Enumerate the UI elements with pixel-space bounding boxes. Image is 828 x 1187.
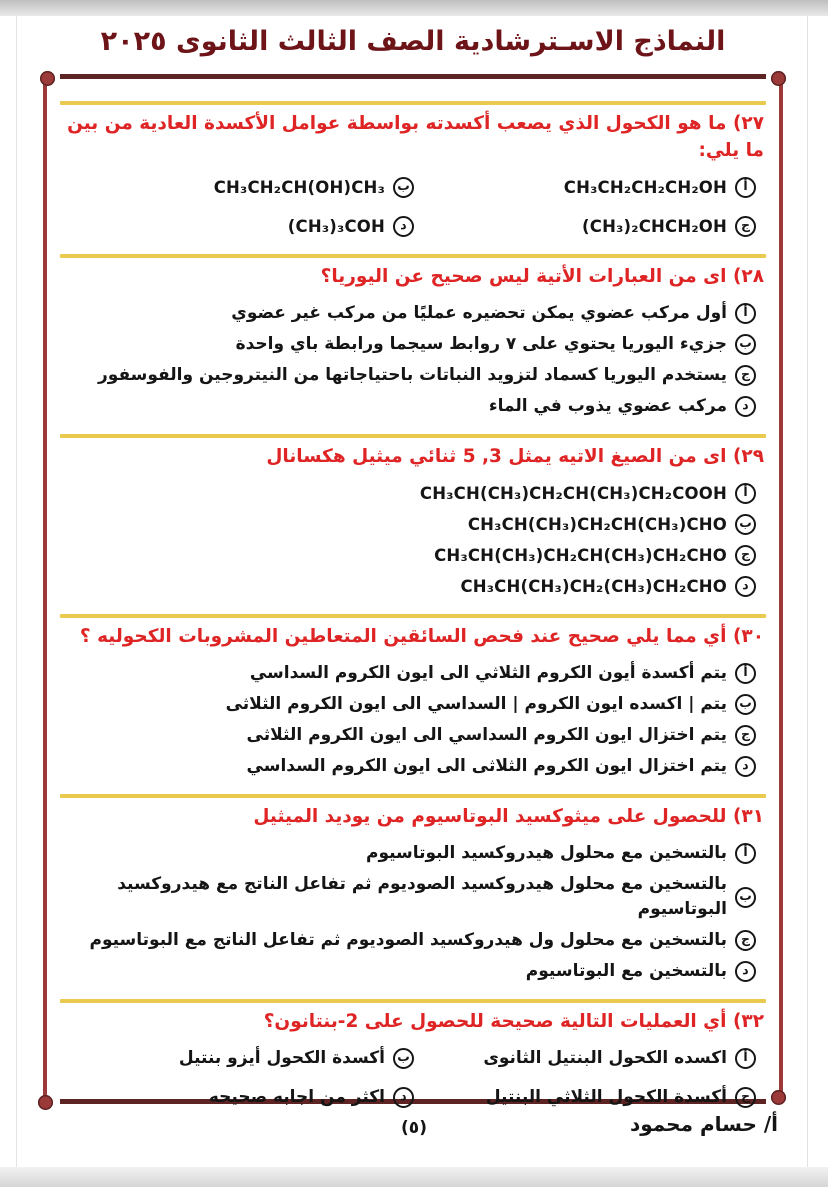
page-title: النماذج الاسـترشادية الصف الثالث الثانوى ٢٠٢٥ bbox=[100, 26, 726, 57]
question-header bbox=[60, 263, 764, 290]
options-list bbox=[60, 293, 766, 434]
question-divider bbox=[60, 101, 766, 105]
question-header bbox=[60, 803, 764, 830]
corner-dot-top-left bbox=[40, 71, 55, 86]
question-text: أي العمليات التالية صحيحة للحصول على 2-بنتانون؟ bbox=[263, 1011, 727, 1032]
option-letter-badge: أ bbox=[735, 177, 756, 198]
option-row bbox=[60, 872, 756, 922]
question-text: اى من العبارات الأتية ليس صحيح عن اليوريا؟ bbox=[320, 266, 727, 287]
left-border-line bbox=[43, 80, 47, 1100]
option-letter-badge: ب bbox=[735, 694, 756, 715]
option-row bbox=[288, 214, 414, 239]
options-list bbox=[60, 167, 766, 254]
option-text: بالتسخين مع محلول ول هيدروكسيد الصوديوم ثم تفاعل الناتج مع البوتاسيوم bbox=[89, 930, 727, 950]
option-row bbox=[60, 723, 756, 748]
option-letter-badge: ب bbox=[735, 514, 756, 535]
question-block bbox=[60, 434, 766, 614]
option-row bbox=[60, 332, 756, 357]
option-formula: CH₃CH(CH₃)CH₂CH(CH₃)CH₂COOH bbox=[419, 484, 727, 503]
option-text: جزيء اليوريا يحتوي على ٧ روابط سيجما ورابطة باي واحدة bbox=[235, 334, 727, 354]
option-row bbox=[60, 661, 756, 686]
option-text: اكثر من اجابه صحيحه bbox=[208, 1087, 385, 1107]
option-row bbox=[60, 394, 756, 419]
option-formula: CH₃CH(CH₃)CH₂CH(CH₃)CHO bbox=[467, 515, 727, 534]
option-text: يتم اختزال ايون الكروم السداسي الى ايون الكروم الثلاثى bbox=[246, 725, 727, 745]
option-letter-badge: ج bbox=[735, 545, 756, 566]
option-letter-badge: د bbox=[393, 216, 414, 237]
question-number: ٢٩) bbox=[732, 446, 764, 467]
option-row bbox=[60, 754, 756, 779]
question-number: ٣١) bbox=[732, 806, 764, 827]
question-text: ما هو الكحول الذي يصعب أكسدته بواسطة عوامل الأكسدة العادية من بين ما يلي: bbox=[67, 113, 764, 161]
option-letter-badge: ب bbox=[393, 1048, 414, 1069]
option-formula: CH₃CH₂CH(OH)CH₃ bbox=[213, 178, 385, 197]
option-row bbox=[60, 301, 756, 326]
footer-author: أ/ حسام محمود bbox=[629, 1112, 778, 1136]
question-divider bbox=[60, 794, 766, 798]
option-letter-badge: ب bbox=[735, 334, 756, 355]
option-letter-badge: ج bbox=[735, 216, 756, 237]
option-formula: CH₃CH₂CH₂CH₂OH bbox=[563, 178, 727, 197]
question-text: اى من الصيغ الاتيه يمثل 3, 5 ثنائي ميثيل هكسانال bbox=[266, 446, 727, 467]
option-text: أول مركب عضوي يمكن تحضيره عمليًا من مركب غير عضوي bbox=[231, 303, 727, 323]
option-formula: (CH₃)₃COH bbox=[287, 217, 385, 236]
question-text: أي مما يلي صحيح عند فحص السائقين المتعاطين المشروبات الكحوليه ؟ bbox=[79, 626, 727, 647]
option-letter-badge: د bbox=[735, 961, 756, 982]
option-text: مركب عضوي يذوب في الماء bbox=[488, 396, 727, 416]
option-text: بالتسخين مع محلول هيدروكسيد الصوديوم ثم تفاعل الناتج مع هيدروكسيد البوتاسيوم bbox=[117, 874, 727, 919]
option-letter-badge: أ bbox=[735, 843, 756, 864]
option-formula: (CH₃)₂CHCH₂OH bbox=[582, 217, 727, 236]
option-row bbox=[486, 1085, 756, 1110]
question-divider bbox=[60, 999, 766, 1003]
option-letter-badge: د bbox=[393, 1087, 414, 1108]
question-divider bbox=[60, 254, 766, 258]
page-number: (٥) bbox=[401, 1118, 427, 1138]
option-text: يتم اختزال ايون الكروم الثلاثى الى ايون الكروم السداسي bbox=[246, 756, 727, 776]
option-text: اكسده الكحول البنتيل الثانوى bbox=[483, 1048, 727, 1068]
option-text: بالتسخين مع البوتاسيوم bbox=[525, 961, 727, 981]
scan-edge-bottom bbox=[0, 1167, 828, 1187]
option-letter-badge: ج bbox=[735, 365, 756, 386]
question-text: للحصول على ميثوكسيد البوتاسيوم من يوديد الميثيل bbox=[253, 806, 727, 827]
option-row bbox=[60, 512, 756, 537]
question-number: ٢٨) bbox=[732, 266, 764, 287]
option-letter-badge: أ bbox=[735, 483, 756, 504]
option-row bbox=[60, 574, 756, 599]
option-letter-badge: د bbox=[735, 756, 756, 777]
option-letter-badge: أ bbox=[735, 1048, 756, 1069]
page-content bbox=[60, 16, 766, 1125]
question-block bbox=[60, 101, 766, 254]
option-letter-badge: د bbox=[735, 396, 756, 417]
option-row bbox=[209, 1085, 414, 1110]
option-formula: CH₃CH(CH₃)CH₂CH(CH₃)CH₂CHO bbox=[434, 546, 727, 565]
option-letter-badge: أ bbox=[735, 303, 756, 324]
question-header bbox=[60, 110, 764, 164]
options-list bbox=[60, 833, 766, 999]
option-row bbox=[483, 1046, 756, 1071]
option-letter-badge: ب bbox=[735, 887, 756, 908]
question-block bbox=[60, 999, 766, 1125]
option-row bbox=[60, 841, 756, 866]
option-text: أكسدة الكحول أيزو بنتيل bbox=[178, 1048, 385, 1068]
question-header bbox=[60, 1008, 764, 1035]
options-list bbox=[60, 473, 766, 614]
option-row bbox=[60, 928, 756, 953]
option-letter-badge: ج bbox=[735, 930, 756, 951]
options-list bbox=[60, 653, 766, 794]
option-text: يتم | اكسده ايون الكروم | السداسي الى ايون الكروم الثلاثى bbox=[225, 694, 727, 714]
option-letter-badge: ج bbox=[735, 1087, 756, 1108]
option-letter-badge: أ bbox=[735, 663, 756, 684]
option-row bbox=[60, 363, 756, 388]
scan-edge-top bbox=[0, 0, 828, 16]
option-text: يستخدم اليوريا كسماد لتزويد النباتات باحتياجاتها من النيتروجين والفوسفور bbox=[98, 365, 727, 385]
corner-dot-top-right bbox=[771, 71, 786, 86]
option-row bbox=[60, 692, 756, 717]
question-number: ٣٠) bbox=[732, 626, 764, 647]
question-header bbox=[60, 623, 764, 650]
option-row bbox=[60, 959, 756, 984]
corner-dot-bottom-right bbox=[771, 1090, 786, 1105]
option-row bbox=[60, 543, 756, 568]
question-block bbox=[60, 794, 766, 999]
question-block bbox=[60, 614, 766, 794]
option-row bbox=[582, 214, 756, 239]
option-text: يتم أكسدة أيون الكروم الثلاثي الى ايون الكروم السداسي bbox=[249, 663, 727, 683]
questions bbox=[60, 101, 766, 1125]
option-letter-badge: ب bbox=[393, 177, 414, 198]
option-text: بالتسخين مع محلول هيدروكسيد البوتاسيوم bbox=[365, 843, 727, 863]
question-number: ٣٢) bbox=[732, 1011, 764, 1032]
right-border-line bbox=[779, 80, 783, 1100]
option-formula: CH₃CH(CH₃)CH₂(CH₃)CH₂CHO bbox=[460, 577, 727, 596]
corner-dot-bottom-left bbox=[38, 1095, 53, 1110]
question-divider bbox=[60, 434, 766, 438]
question-header bbox=[60, 443, 764, 470]
question-divider bbox=[60, 614, 766, 618]
option-text: أكسدة الكحول الثلاثي البنتيل bbox=[485, 1087, 727, 1107]
option-letter-badge: ج bbox=[735, 725, 756, 746]
question-number: ٢٧) bbox=[732, 113, 764, 134]
option-row bbox=[564, 175, 756, 200]
option-row bbox=[60, 481, 756, 506]
option-row bbox=[214, 175, 414, 200]
option-letter-badge: د bbox=[735, 576, 756, 597]
option-row bbox=[179, 1046, 414, 1071]
question-block bbox=[60, 254, 766, 434]
